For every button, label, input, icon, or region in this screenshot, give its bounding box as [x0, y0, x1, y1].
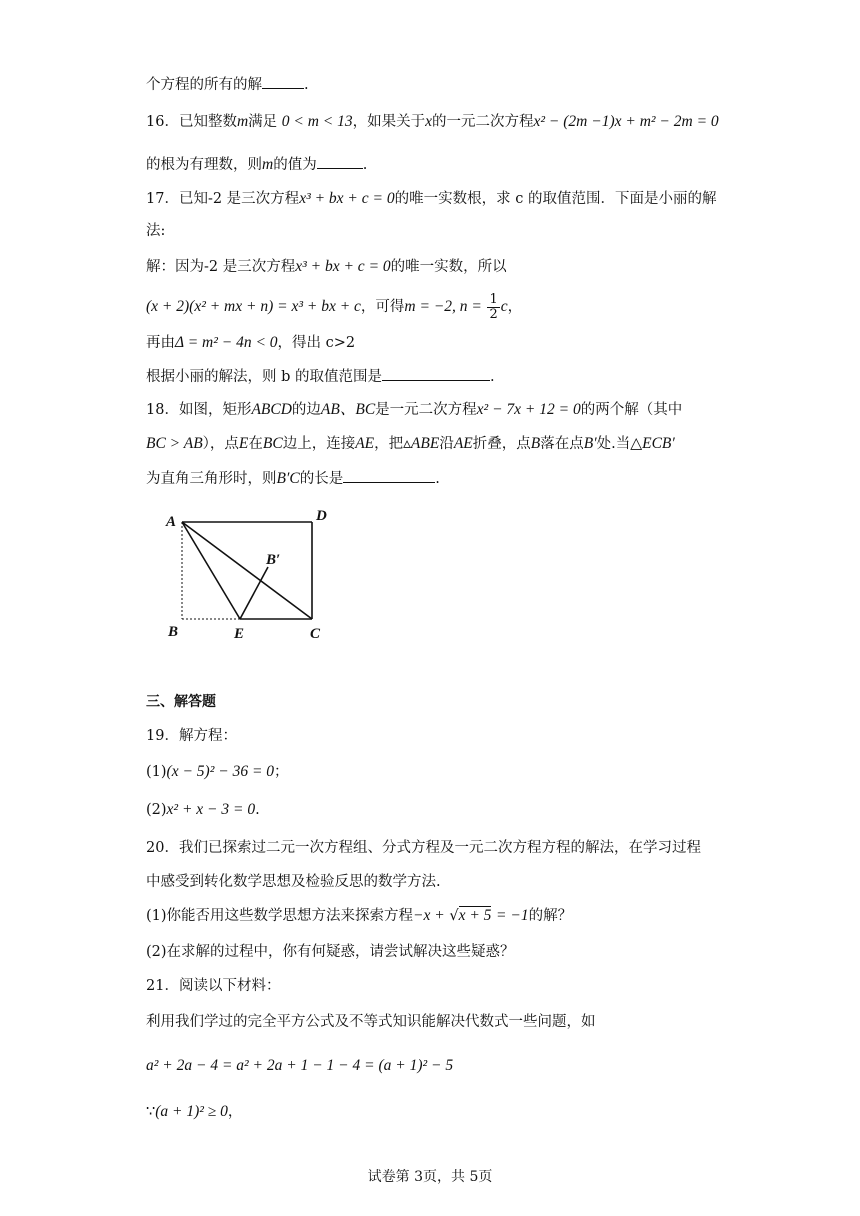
- question-17: 17．已知-2 是三次方程x³ + bx + c = 0的唯一实数根，求 c 的取值范围．下面是小丽的解: [146, 190, 717, 207]
- rectangle-fold-figure: [160, 500, 340, 650]
- question-19: 19．解方程：: [146, 728, 237, 744]
- question-21-since: ∵(a + 1)² ≥ 0，: [146, 1103, 243, 1120]
- fraction-one-half: $\frac{1}{2}$: [489, 291, 498, 322]
- question-21: 21．阅读以下材料：: [146, 978, 281, 994]
- question-19-part-1: (1)(x − 5)² − 36 = 0；: [146, 763, 289, 780]
- question-17-ask: 根据小丽的解法，则 b 的取值范围是 .: [146, 366, 495, 387]
- question-18-line-3: 为直角三角形时，则B′C的长是 .: [146, 470, 440, 487]
- segment-AE: [182, 522, 240, 619]
- solution-line-2: (x + 2)(x² + mx + n) = x³ + bx + c，可得m = −2, n = $\frac{1}{2}$ c，: [146, 291, 523, 322]
- because-symbol: ∵: [146, 1104, 156, 1120]
- answer-blank[interactable]: [382, 366, 490, 381]
- question-20-part-2: (2)在求解的过程中，你有何疑惑，请尝试解决这些疑惑？: [146, 944, 515, 960]
- section-heading: 三、解答题: [146, 694, 216, 710]
- label-Bp: B′: [266, 552, 281, 568]
- label-A: A: [166, 514, 177, 530]
- question-17-line-2: 法:: [146, 223, 166, 239]
- answer-blank[interactable]: [317, 154, 363, 169]
- answer-blank[interactable]: [262, 74, 304, 89]
- question-19-part-2: (2)x² + x − 3 = 0.: [146, 801, 260, 818]
- page-footer: 试卷第 3页，共 5页: [367, 1169, 493, 1185]
- question-21-equation: a² + 2a − 4 = a² + 2a + 1 − 1 − 4 = (a + 1)² − 5: [146, 1057, 454, 1074]
- solution-line-1: 解：因为-2 是三次方程x³ + bx + c = 0的唯一实数，所以: [146, 258, 507, 275]
- solution-line-3: 再由Δ = m² − 4n < 0，得出 c>2: [146, 334, 356, 351]
- answer-blank[interactable]: [343, 468, 435, 483]
- question-20-part-1: (1)你能否用这些数学思想方法来探索方程−x + √x + 5 = −1的解？: [146, 907, 573, 924]
- label-B: B: [168, 624, 179, 640]
- question-16-line-2: 的根为有理数，则m的值为 .: [146, 156, 368, 173]
- sqrt-symbol: √: [449, 908, 459, 924]
- text-line: 个方程的所有的解 .: [146, 74, 309, 95]
- question-21-line-2: 利用我们学过的完全平方公式及不等式知识能解决代数式一些问题，如: [146, 1014, 596, 1030]
- question-20-line-2: 中感受到转化数学思想及检验反思的数学方法.: [146, 874, 441, 890]
- label-D: D: [316, 508, 327, 524]
- question-18: 18．如图，矩形ABCD的边AB、BC是一元二次方程x² − 7x + 12 = 0的两个解（其中: [146, 401, 683, 418]
- question-20: 20．我们已探索过二元一次方程组、分式方程及一元二次方程方程的解法，在学习过程: [146, 840, 701, 856]
- label-E: E: [234, 626, 245, 642]
- question-18-line-2: BC > AB），点E在BC边上，连接AE，把▵ABE沿AE折叠，点B落在点B′处.当△ECB′: [146, 435, 675, 452]
- question-16: 16．已知整数m满足 0 < m < 13，如果关于x的一元二次方程x² − (2m −1)x + m² − 2m = 0: [146, 113, 719, 130]
- label-C: C: [310, 626, 321, 642]
